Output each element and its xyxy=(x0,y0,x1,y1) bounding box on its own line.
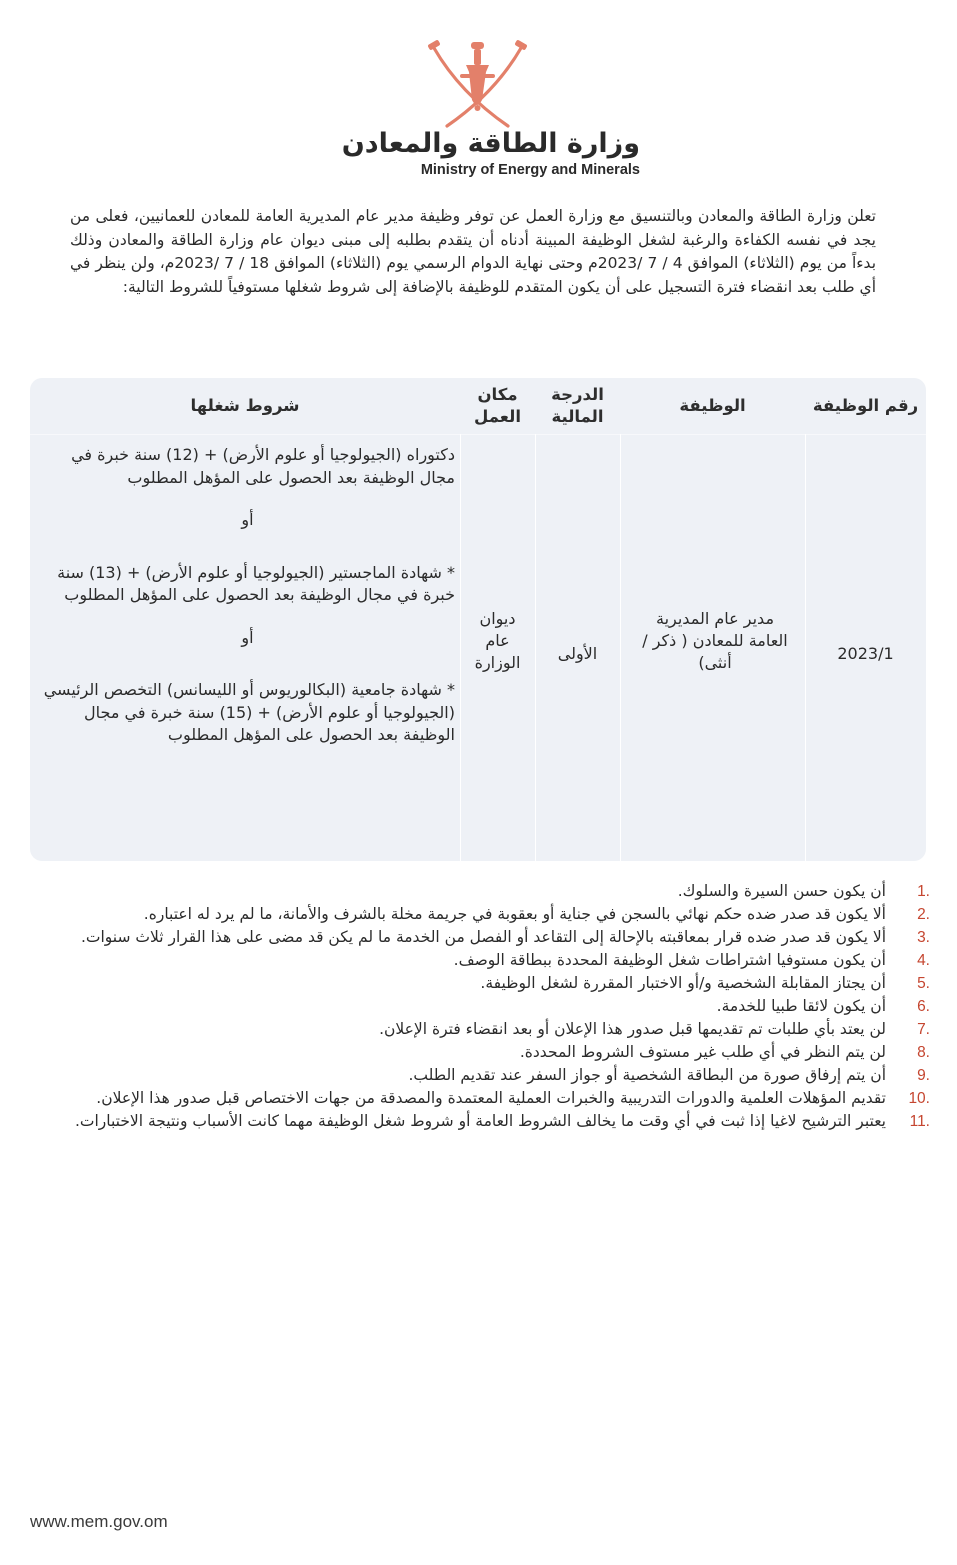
table-header-row xyxy=(30,378,926,434)
list-text: يعتبر الترشيح لاغيا إذا ثبت في أي وقت ما يخالف الشروط العامة أو شروط شغل الوظيفة مهما كانت الأسباب ونتيجة الاختبارات. xyxy=(74,1112,886,1130)
cell-job-title: مدير عام المديرية العامة للمعادن ( ذكر / أنثى) xyxy=(642,609,788,672)
list-text: أن يكون لائقا طبيا للخدمة. xyxy=(716,997,886,1015)
list-number: 10. xyxy=(908,1090,930,1107)
cell-requirements xyxy=(40,444,455,747)
requirement-option-1: دكتوراه (الجيولوجيا أو علوم الأرض) + (12) سنة خبرة في مجال الوظيفة بعد الحصول على المؤهل المطلوب xyxy=(71,445,455,487)
list-item xyxy=(30,1041,930,1064)
national-emblem-icon xyxy=(420,38,535,130)
list-item xyxy=(30,995,930,1018)
list-number: 7. xyxy=(917,1021,930,1038)
job-table xyxy=(30,378,926,861)
list-number: 5. xyxy=(917,975,930,992)
ministry-name-arabic: وزارة الطاقة والمعادن xyxy=(341,128,640,159)
list-number: 6. xyxy=(917,998,930,1015)
header-location: مكان العمل xyxy=(474,385,521,426)
list-item xyxy=(30,1110,930,1133)
website-link[interactable]: www.mem.gov.om xyxy=(30,1512,168,1531)
list-text: أن يكون حسن السيرة والسلوك. xyxy=(677,882,886,900)
list-item xyxy=(30,903,930,926)
header-job-number: رقم الوظيفة xyxy=(812,396,919,415)
list-text: أن يتم إرفاق صورة من البطاقة الشخصية أو جواز السفر عند تقديم الطلب. xyxy=(408,1066,886,1084)
list-number: 4. xyxy=(917,952,930,969)
requirement-option-3: * شهادة جامعية (البكالوريوس أو الليسانس) التخصص الرئيسي (الجيولوجيا أو علوم الأرض) + (15) سنة خبرة في مجال الوظيفة بعد الحصول على المؤهل المطلوب xyxy=(43,680,455,744)
cell-job-number: 2023/1 xyxy=(837,644,894,663)
requirement-or-2: أو xyxy=(241,627,254,647)
list-text: ألا يكون قد صدر ضده حكم نهائي بالسجن في جناية أو بعقوبة في جريمة مخلة بالشرف والأمانة، ما لم يرد له اعتباره. xyxy=(143,905,886,923)
list-item xyxy=(30,1087,930,1110)
header-grade: الدرجة المالية xyxy=(551,385,604,426)
list-item xyxy=(30,949,930,972)
list-text: لن يتم النظر في أي طلب غير مستوف الشروط المحددة. xyxy=(519,1043,886,1061)
header-requirements: شروط شغلها xyxy=(190,396,300,415)
list-text: لن يعتد بأي طلبات تم تقديمها قبل صدور هذا الإعلان أو بعد انقضاء فترة الإعلان. xyxy=(379,1020,886,1038)
list-item xyxy=(30,1064,930,1087)
requirement-or-1: أو xyxy=(241,510,254,529)
general-conditions-list xyxy=(30,880,930,1133)
list-item xyxy=(30,880,930,903)
list-number: 2. xyxy=(917,906,930,923)
list-text: أن يجتاز المقابلة الشخصية و/أو الاختبار المقررة لشغل الوظيفة. xyxy=(480,974,886,992)
list-item xyxy=(30,1018,930,1041)
header-job-title: الوظيفة xyxy=(679,396,746,415)
requirement-option-2: * شهادة الماجستير (الجيولوجيا أو علوم الأرض) + (13) سنة خبرة في مجال الوظيفة بعد الحصول على المؤهل المطلوب xyxy=(57,562,455,604)
column-divider xyxy=(460,434,461,861)
list-text: أن يكون مستوفيا اشتراطات شغل الوظيفة المحددة ببطاقة الوصف. xyxy=(453,951,886,969)
list-number: 11. xyxy=(909,1113,930,1130)
list-text: ألا يكون قد صدر ضده قرار بمعاقبته بالإحالة إلى التقاعد أو الفصل من الخدمة ما لم يكن قد مضى على هذا القرار ثلاث سنوات. xyxy=(80,928,886,946)
cell-location: ديوان عام الوزارة xyxy=(474,609,521,672)
ministry-name-english: Ministry of Energy and Minerals xyxy=(420,162,640,178)
list-number: 1. xyxy=(917,883,930,900)
list-number: 3. xyxy=(917,929,930,946)
list-item xyxy=(30,926,930,949)
announcement-intro: تعلن وزارة الطاقة والمعادن وبالتنسيق مع وزارة العمل عن توفر وظيفة مدير عام المديرية العامة للمعادن للعمانيين، فعلى من يجد في نفسه الكفاءة والرغبة لشغل الوظيفة المبينة أدناه أن يتقدم بطلبه إلى مبنى ديوان عام وزارة الطاقة والمعادن وذلك بدءاً من يوم (الثلاثاء) الموافق 4 / 7 /2023م وحتى نهاية الدوام الرسمي يوم (الثلاثاء) الموافق 18 / 7 /2023م، ولن ينظر في أي طلب بعد انقضاء فترة التسجيل على أن يكون المتقدم للوظيفة بالإضافة إلى شروط شغلها مستوفياً للشروط التالية: xyxy=(70,207,877,296)
list-item xyxy=(30,972,930,995)
header-divider xyxy=(30,434,926,435)
cell-grade: الأولى xyxy=(557,644,598,663)
list-number: 8. xyxy=(917,1044,930,1061)
column-divider xyxy=(620,434,621,861)
list-number: 9. xyxy=(917,1067,930,1084)
list-text: تقديم المؤهلات العلمية والدورات التدريبية والخبرات العملية المعتمدة والمصدقة من جهات الاختصاص قبل صدور هذا الإعلان. xyxy=(96,1089,886,1107)
